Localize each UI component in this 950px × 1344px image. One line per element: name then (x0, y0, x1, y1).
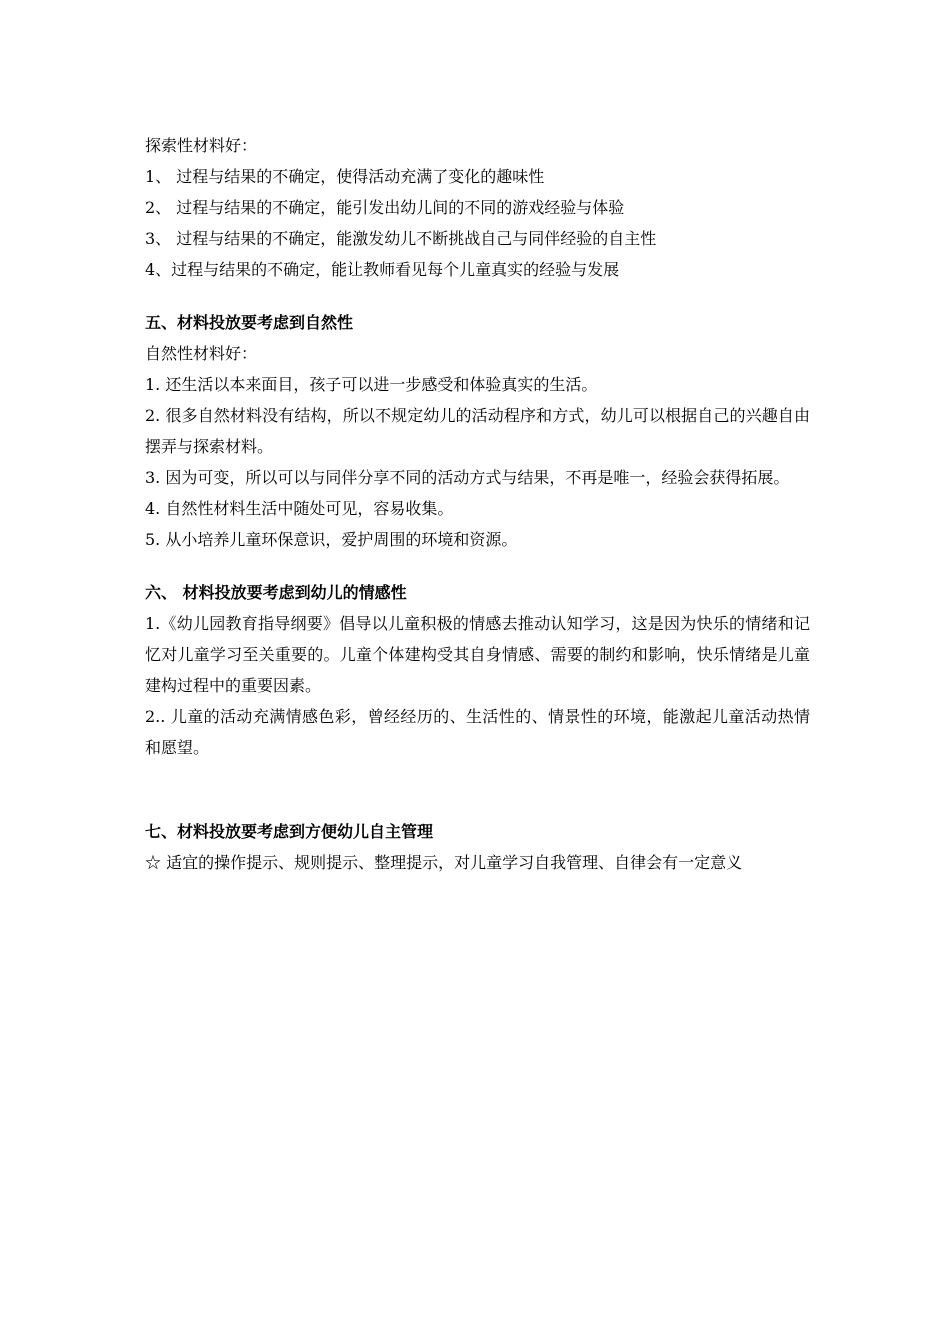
section-spacer (145, 555, 810, 577)
section5-item-5: 5. 从小培养儿童环保意识，爱护周围的环境和资源。 (145, 530, 518, 549)
section6-item-1: 1.《幼儿园教育指导纲要》倡导以儿童积极的情感去推动认知学习，这是因为快乐的情绪和记忆对儿童学习至关重要的。儿童个体建构受其自身情感、需要的制约和影响，快乐情绪是儿童建构过程中的重要因素。 (145, 614, 810, 695)
section5-item-2: 2. 很多自然材料没有结构，所以不规定幼儿的活动程序和方式，幼儿可以根据自己的兴趣自由摆弄与探索材料。 (145, 406, 810, 456)
section-spacer (145, 763, 810, 816)
section5-item-1: 1. 还生活以本来面目，孩子可以进一步感受和体验真实的生活。 (145, 375, 598, 394)
section6-item-2: 2.. 儿童的活动充满情感色彩，曾经经历的、生活性的、情景性的环境，能激起儿童活动热情和愿望。 (145, 707, 810, 757)
section-spacer (145, 285, 810, 307)
section5-item-3: 3. 因为可变，所以可以与同伴分享不同的活动方式与结果，不再是唯一，经验会获得拓展。 (145, 468, 790, 487)
document-page (145, 130, 810, 878)
section4-item-4: 4、过程与结果的不确定，能让教师看见每个儿童真实的经验与发展 (145, 260, 620, 279)
section6-heading: 六、 材料投放要考虑到幼儿的情感性 (145, 583, 407, 602)
section5-item-4: 4. 自然性材料生活中随处可见，容易收集。 (145, 499, 454, 518)
section5-intro: 自然性材料好： (145, 344, 258, 363)
section5-heading: 五、材料投放要考虑到自然性 (145, 313, 354, 332)
section4-item-2: 2、 过程与结果的不确定，能引发出幼儿间的不同的游戏经验与体验 (145, 198, 625, 217)
section4-item-3: 3、 过程与结果的不确定，能激发幼儿不断挑战自己与同伴经验的自主性 (145, 229, 657, 248)
section4-item-1: 1、 过程与结果的不确定，使得活动充满了变化的趣味性 (145, 167, 545, 186)
section4-intro: 探索性材料好： (145, 136, 258, 155)
section7-item-1: ☆ 适宜的操作提示、规则提示、整理提示，对儿童学习自我管理、自律会有一定意义 (145, 853, 743, 872)
section7-heading: 七、材料投放要考虑到方便幼儿自主管理 (145, 822, 434, 841)
